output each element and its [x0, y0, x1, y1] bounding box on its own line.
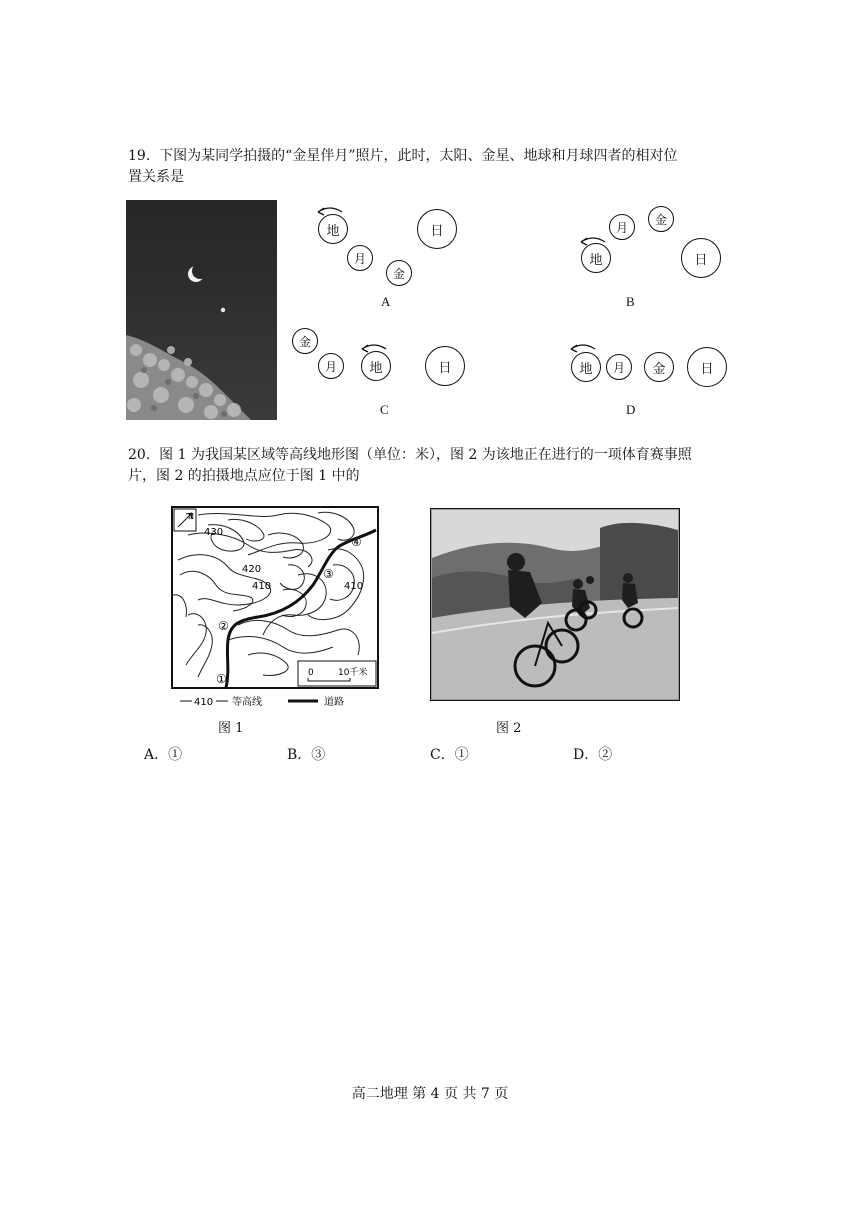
- contour-label-420: 420: [242, 564, 262, 575]
- sun-circle: 日: [417, 209, 457, 249]
- contour-map: [168, 505, 382, 709]
- sun-circle: 日: [425, 346, 465, 386]
- contour-label-430: 430: [204, 527, 224, 538]
- choice-a[interactable]: A．①: [144, 747, 183, 763]
- point-1: ①: [216, 672, 227, 686]
- fig1-caption: 图 1: [218, 721, 244, 736]
- q19-number: 19.: [128, 148, 151, 164]
- legend-contour-value: 410: [194, 697, 214, 708]
- option-d-label: D: [626, 402, 636, 417]
- sun-circle: 日: [687, 347, 727, 387]
- moon-circle: 月: [606, 354, 632, 380]
- venus-circle: 金: [386, 260, 412, 286]
- moon-circle: 月: [318, 353, 344, 379]
- choice-b[interactable]: B．③: [287, 747, 326, 763]
- fig2-caption: 图 2: [496, 721, 522, 736]
- earth-circle: 地: [361, 351, 391, 381]
- earth-circle: 地: [581, 243, 611, 273]
- contour-label-410: 410: [252, 581, 272, 592]
- q20-line2: 片，图 2 的拍摄地点应位于图 1 中的: [128, 468, 360, 484]
- scale-zero: 0: [308, 668, 314, 678]
- page-footer: 高二地理 第 4 页 共 7 页: [351, 1086, 509, 1102]
- choice-c[interactable]: C．①: [430, 747, 469, 763]
- q19-line2: 置关系是: [128, 169, 184, 185]
- venus-circle: 金: [292, 328, 318, 354]
- point-4: ④: [351, 535, 362, 549]
- legend-road-label: 道路: [324, 697, 344, 708]
- north-label: N: [188, 512, 194, 521]
- choice-d[interactable]: D．②: [573, 747, 613, 763]
- venus-circle: 金: [644, 352, 674, 382]
- q19-text-1: 下图为某同学拍摄的“金星伴月”照片，此时，太阳、金星、地球和月球四者的相对位: [159, 148, 678, 164]
- moon-circle: 月: [347, 245, 373, 271]
- earth-circle: 地: [571, 352, 601, 382]
- point-3: ③: [323, 567, 334, 581]
- scale-ten: 10千米: [338, 668, 368, 678]
- earth-circle: 地: [318, 214, 348, 244]
- moon-circle: 月: [609, 214, 635, 240]
- q20-text-1: 图 1 为我国某区域等高线地形图（单位：米），图 2 为该地正在进行的一项体育赛事照: [159, 447, 692, 463]
- cycling-race-photo: [430, 508, 680, 701]
- q20-number: 20.: [128, 447, 151, 463]
- q20-line1: [128, 445, 692, 466]
- option-b-label: B: [626, 294, 635, 309]
- contour-label-410-east: 410: [344, 581, 364, 592]
- venus-moon-photo: [126, 200, 277, 420]
- option-a-label: A: [381, 294, 391, 309]
- option-c-label: C: [380, 402, 389, 417]
- sun-circle: 日: [681, 238, 721, 278]
- point-2: ②: [218, 619, 229, 633]
- venus-circle: 金: [648, 206, 674, 232]
- legend-contour-label: 等高线: [232, 697, 262, 708]
- q19-line1: [128, 146, 677, 167]
